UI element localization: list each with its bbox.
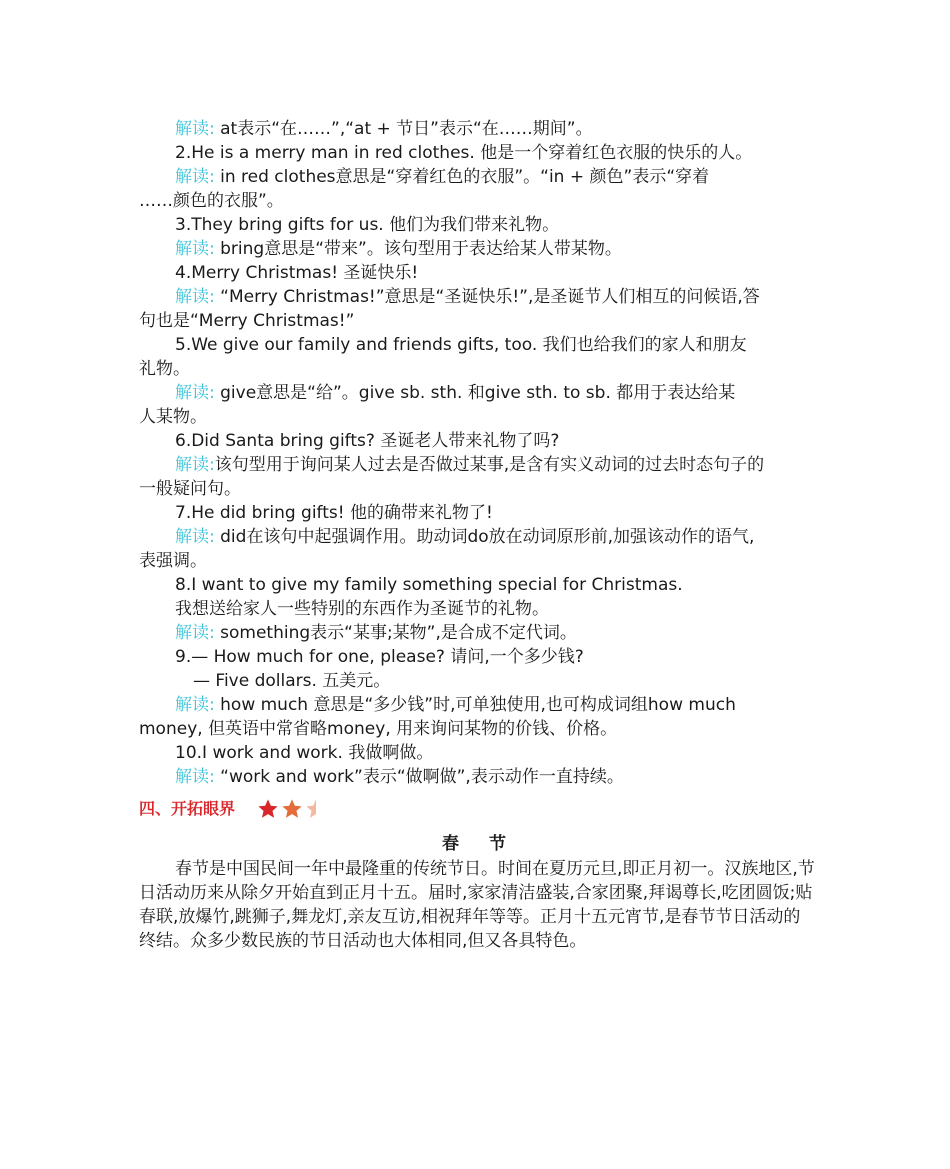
- sentence-5: 5.We give our family and friends gifts, too. 我们也给我们的家人和朋友: [175, 335, 747, 355]
- note-2: [139, 165, 815, 189]
- jiedu-label: 解读:: [175, 239, 215, 259]
- note-text: 该句型用于询问某人过去是否做过某事,是含有实义动词的过去时态句子的: [214, 455, 765, 475]
- document-body: [139, 117, 815, 953]
- note-7: [139, 525, 815, 549]
- article-title: 春节: [442, 834, 536, 854]
- sentence-4: 4.Merry Christmas! 圣诞快乐!: [175, 263, 419, 283]
- note-7-continued: 表强调。: [139, 551, 207, 571]
- note-text: did在该句中起强调作用。助动词do放在动词原形前,加强该动作的语气,: [220, 527, 755, 547]
- jiedu-label: 解读:: [175, 767, 215, 787]
- sentence-2: 2.He is a merry man in red clothes. 他是一个穿着红色衣服的快乐的人。: [175, 143, 753, 163]
- note-9-continued: money, 但英语中常省略money, 用来询问某物的价钱、价格。: [139, 719, 618, 739]
- note-text: bring意思是“带来”。该句型用于表达给某人带某物。: [220, 239, 622, 259]
- note-4: [139, 285, 815, 309]
- note-text: something表示“某事;某物”,是合成不定代词。: [220, 623, 577, 643]
- note-5: [139, 381, 815, 405]
- note-text: at表示“在……”,“at + 节日”表示“在……期间”。: [220, 119, 593, 139]
- note-8: [139, 621, 815, 645]
- note-text: give意思是“给”。give sb. sth. 和give sth. to sb. 都用于表达给某: [220, 383, 736, 403]
- note-2-continued: ……颜色的衣服”。: [139, 191, 284, 211]
- jiedu-label: 解读:: [175, 527, 215, 547]
- note-5-continued: 人某物。: [139, 407, 207, 427]
- sentence-5-continued: 礼物。: [139, 359, 190, 379]
- note-text: in red clothes意思是“穿着红色的衣服”。“in + 颜色”表示“穿着: [220, 167, 710, 187]
- jiedu-label: 解读:: [175, 383, 215, 403]
- sentence-10: 10.I work and work. 我做啊做。: [175, 743, 434, 763]
- note-6: [139, 453, 815, 477]
- sentence-8: 8.I want to give my family something special for Christmas.: [175, 575, 683, 595]
- sentence-6: 6.Did Santa bring gifts? 圣诞老人带来礼物了吗?: [175, 431, 560, 451]
- section-title: 四、开拓眼界: [139, 799, 236, 818]
- article-body: 春节是中国民间一年中最隆重的传统节日。时间在夏历元旦,即正月初一。汉族地区,节日活动历来从除夕开始直到正月十五。届时,家家清洁盛装,合家团聚,拜谒尊长,吃团圆饭;贴春联,放爆竹,跳狮子,舞龙灯,亲友互访,相祝拜年等等。正月十五元宵节,是春节节日活动的终结。众多少数民族的节日活动也大体相同,但又各具特色。: [139, 859, 815, 951]
- difficulty-stars: [257, 798, 327, 820]
- jiedu-label: 解读:: [175, 167, 215, 187]
- note-3: [139, 237, 815, 261]
- sentence-3: 3.They bring gifts for us. 他们为我们带来礼物。: [175, 215, 560, 235]
- note-text: how much 意思是“多少钱”时,可单独使用,也可构成词组how much: [220, 695, 736, 715]
- note-4-continued: 句也是“Merry Christmas!”: [139, 311, 355, 331]
- note-text: “Merry Christmas!”意思是“圣诞快乐!”,是圣诞节人们相互的问候语,答: [220, 287, 760, 307]
- star-icon-2: [281, 798, 303, 820]
- jiedu-label: 解读:: [175, 695, 215, 715]
- sentence-9-question: 9.— How much for one, please? 请问,一个多少钱?: [175, 647, 584, 667]
- note-text: “work and work”表示“做啊做”,表示动作一直持续。: [220, 767, 624, 787]
- star-icon-1: [257, 798, 279, 820]
- sentence-9-answer: — Five dollars. 五美元。: [193, 671, 391, 691]
- note-1: [139, 117, 815, 141]
- note-6-continued: 一般疑问句。: [139, 479, 241, 499]
- jiedu-label: 解读:: [175, 455, 215, 475]
- note-10: [139, 765, 815, 789]
- note-9: [139, 693, 815, 717]
- section-heading: [139, 793, 815, 825]
- sentence-7: 7.He did bring gifts! 他的确带来礼物了!: [175, 503, 493, 523]
- jiedu-label: 解读:: [175, 623, 215, 643]
- star-icon-3-half: [305, 798, 327, 820]
- sentence-8-translation: 我想送给家人一些特别的东西作为圣诞节的礼物。: [175, 599, 549, 619]
- jiedu-label: 解读:: [175, 119, 215, 139]
- jiedu-label: 解读:: [175, 287, 215, 307]
